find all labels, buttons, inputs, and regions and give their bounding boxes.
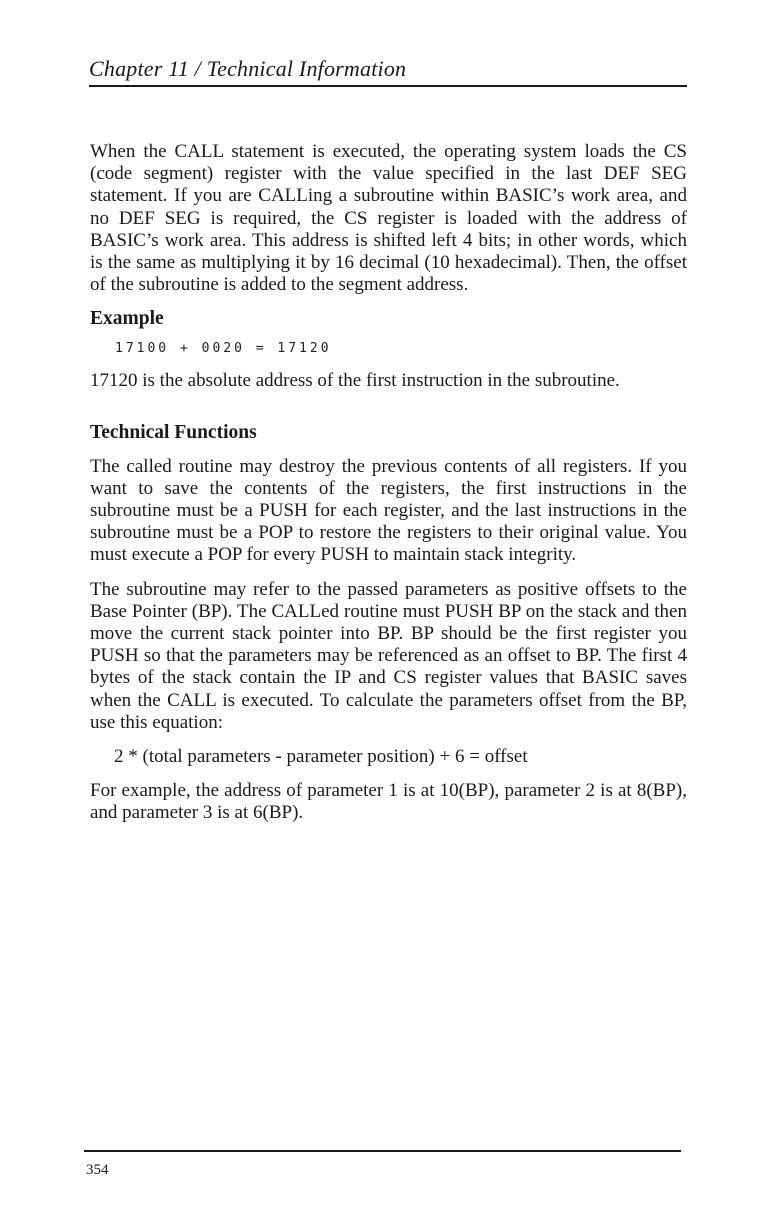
offset-equation: 2 * (total parameters - parameter position) + 6 = offset: [114, 746, 528, 768]
paragraph-call-statement: When the CALL statement is executed, the operating system loads the CS (code segment) register with the value specified in the last DEF SEG statement. If you are CALLing a subroutine within BASIC’s work area, and no DEF SEG is required, the CS register is loaded with the address of BASIC’s work area. This address is shifted left 4 bits; in other words, which is the same as multiplying it by 16 decimal (10 hexadecimal). Then, the offset of the subroutine is added to the segment address.: [90, 141, 687, 296]
paragraph-absolute-address: 17120 is the absolute address of the first instruction in the subroutine.: [90, 370, 620, 392]
page-number: 354: [86, 1162, 109, 1178]
paragraph-offset-example: For example, the address of parameter 1 is at 10(BP), parameter 2 is at 8(BP), and parameter 3 is at 6(BP).: [90, 780, 687, 824]
footer-rule: [84, 1150, 681, 1152]
header-rule: [89, 85, 687, 87]
technical-functions-heading: Technical Functions: [90, 421, 257, 443]
paragraph-registers: The called routine may destroy the previous contents of all registers. If you want to save the contents of the registers, the first instructions in the subroutine must be a PUSH for each register, and the last instructions in the subroutine must be a POP to restore the registers to their original value. You must execute a POP for every PUSH to maintain stack integrity.: [90, 455, 687, 566]
example-code: 17100 + 0020 = 17120: [115, 341, 332, 357]
paragraph-parameters: The subroutine may refer to the passed parameters as positive offsets to the Base Pointer (BP). The CALLed routine must PUSH BP on the stack and then move the current stack pointer into BP. BP should be the first register you PUSH so that the parameters may be referenced as an offset to BP. The first 4 bytes of the stack contain the IP and CS register values that BASIC saves when the CALL is executed. To calculate the parameters offset from the BP, use this equation:: [90, 578, 687, 733]
running-head: Chapter 11 / Technical Information: [89, 56, 407, 81]
page-content: [90, 141, 687, 824]
example-heading: Example: [90, 308, 164, 330]
